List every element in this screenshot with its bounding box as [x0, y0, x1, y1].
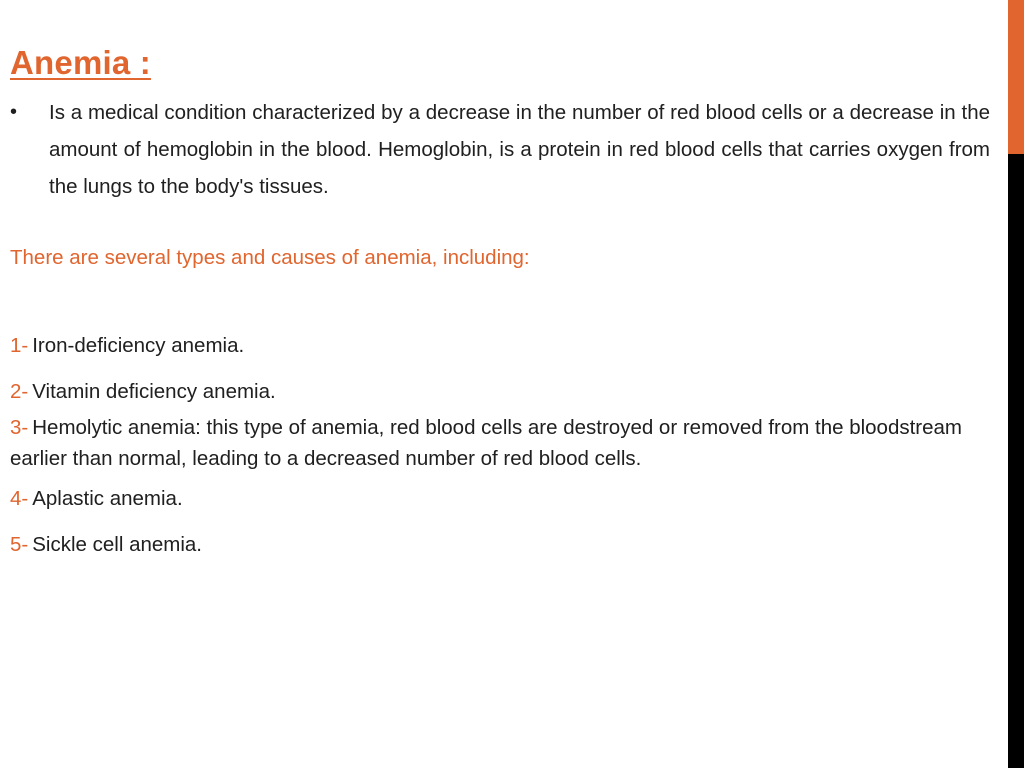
definition-text: Is a medical condition characterized by a decrease in the number of red blood cells or a decrease in the amount of hemoglobin in the blood. Hemoglobin, is a protein in red blood cells that carries oxygen from the lungs to the body's tissues. — [49, 101, 990, 198]
list-item-number: 3- — [10, 416, 29, 439]
slide-title: Anemia : — [10, 44, 151, 81]
types-intro: There are several types and causes of anemia, including: — [10, 246, 530, 269]
list-item — [10, 377, 1000, 407]
side-dark-block — [1008, 154, 1024, 768]
list-item-number: 5- — [10, 533, 29, 556]
list-item-number: 1- — [10, 334, 29, 357]
list-item-text: Iron-deficiency anemia. — [32, 334, 245, 357]
side-decoration-bar — [1008, 0, 1024, 768]
bullet-icon: • — [10, 101, 18, 123]
list-item-number: 2- — [10, 380, 29, 403]
list-item-text: Aplastic anemia. — [32, 487, 183, 510]
list-item — [10, 331, 1000, 361]
list-item-text: Vitamin deficiency anemia. — [32, 380, 276, 403]
list-item-text: Hemolytic anemia: this type of anemia, red blood cells are destroyed or removed from the bloodstream earlier than normal, leading to a decreased number of red blood cells. — [10, 416, 963, 470]
side-accent-block — [1008, 0, 1024, 154]
list-item — [10, 484, 1000, 514]
list-item-number: 4- — [10, 487, 29, 510]
list-item — [10, 412, 1000, 474]
list-item-text: Sickle cell anemia. — [32, 533, 202, 556]
list-item — [10, 530, 1000, 560]
